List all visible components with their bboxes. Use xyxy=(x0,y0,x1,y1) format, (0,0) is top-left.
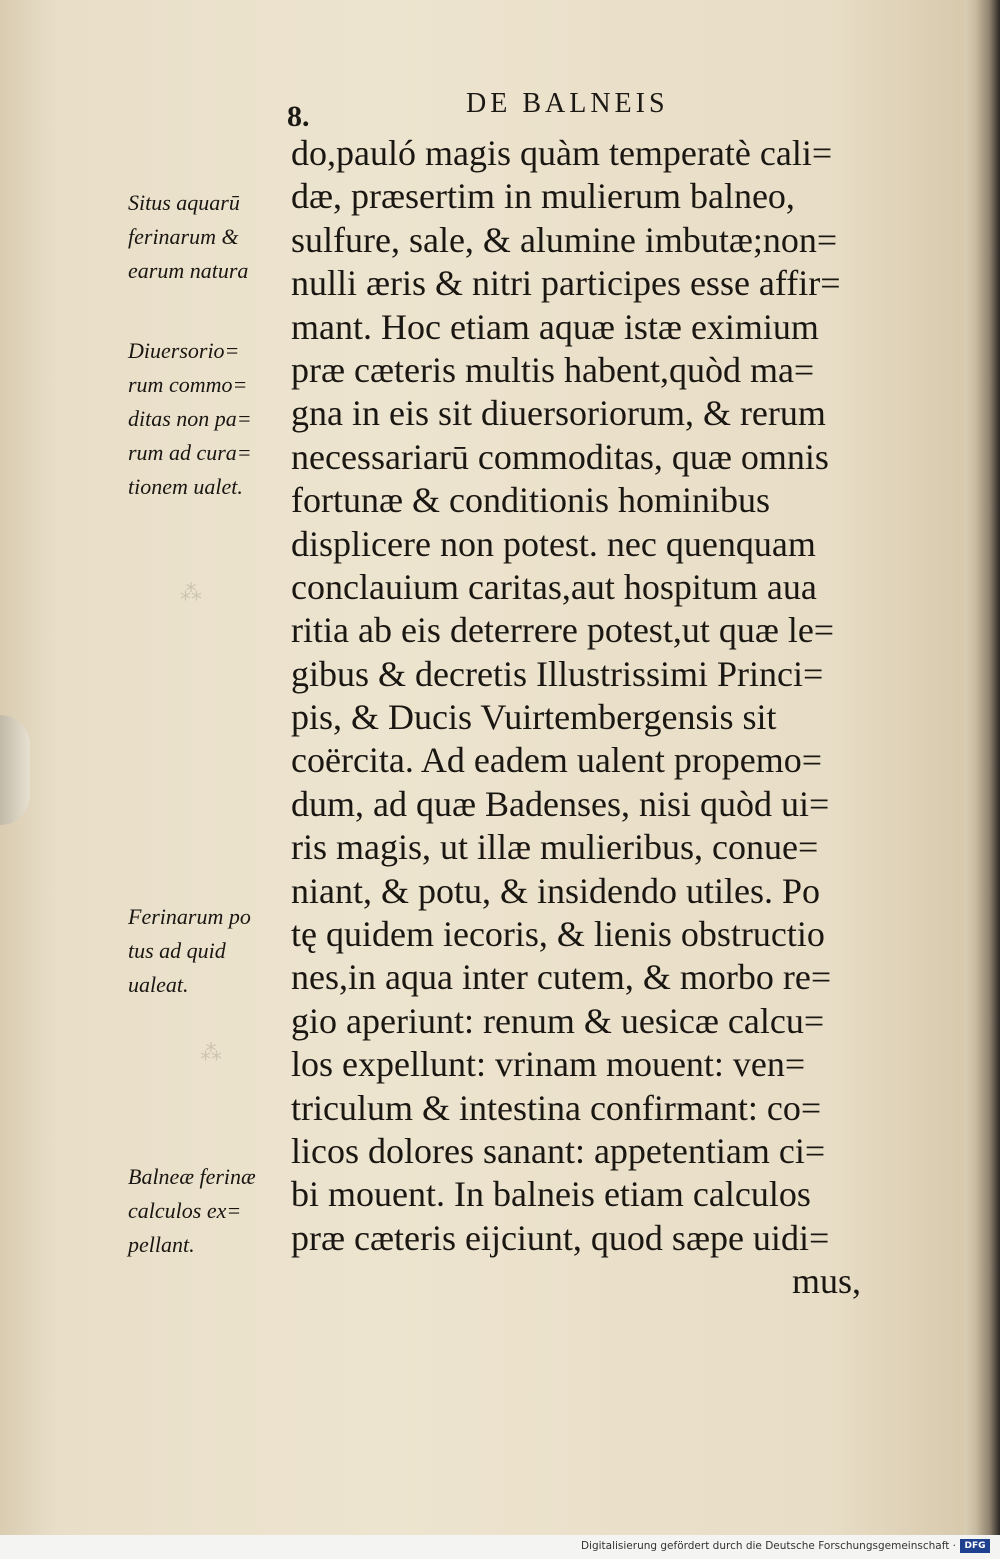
page-fore-edge xyxy=(965,0,1000,1535)
margin-note-line: calculos ex= xyxy=(128,1198,242,1223)
margin-note-line: ferinarum & xyxy=(128,224,239,249)
margin-note-situs xyxy=(128,186,248,288)
margin-note-line: ualeat. xyxy=(128,972,189,997)
text-line: sulfure, sale, & alumine imbutæ;non= xyxy=(291,219,838,260)
catchword-line: mus, xyxy=(791,1261,861,1302)
text-line: coërcita. Ad eadem ualent propemo= xyxy=(291,740,823,781)
text-line: præ cæteris multis habent,quòd ma= xyxy=(291,349,815,390)
text-line: nes,in aqua inter cutem, & morbo re= xyxy=(291,957,832,998)
margin-note-line: tus ad quid xyxy=(128,938,226,963)
funding-credit: Digitalisierung gefördert durch die Deutsche Forschungsgemeinschaft · xyxy=(580,1540,956,1552)
text-line: conclauium caritas,aut hospitum aua xyxy=(291,566,817,607)
text-line: tę quidem iecoris, & lienis obstructio xyxy=(291,914,825,955)
text-line: nulli æris & nitri participes esse affir= xyxy=(291,263,841,304)
text-line: do,pauló magis quàm temperatè cali= xyxy=(291,133,833,173)
margin-note-line: rum ad cura= xyxy=(128,440,252,465)
text-line: ris magis, ut illæ mulieribus, conue= xyxy=(291,827,819,868)
show-through-mark: ⁂ xyxy=(180,580,202,605)
text-line: gibus & decretis Illustrissimi Princi= xyxy=(291,653,824,694)
margin-note-line: rum commo= xyxy=(128,372,248,397)
margin-note-line: ditas non pa= xyxy=(128,406,252,431)
text-line: pis, & Ducis Vuirtembergensis sit xyxy=(291,697,777,738)
text-line: dæ, præsertim in mulierum balneo, xyxy=(291,176,795,217)
show-through-mark: ⁂ xyxy=(200,1040,222,1065)
text-line: mant. Hoc etiam aquæ istæ eximium xyxy=(291,306,819,347)
margin-note-line: tionem ualet. xyxy=(128,474,243,499)
text-line: dum, ad quæ Badenses, nisi quòd ui= xyxy=(291,783,830,824)
margin-note-line: pellant. xyxy=(128,1232,195,1257)
margin-note-balneae xyxy=(128,1160,256,1262)
text-line: bi mouent. In balneis etiam calculos xyxy=(291,1174,811,1215)
margin-note-line: Ferinarum po xyxy=(128,904,251,929)
text-line: ritia ab eis deterrere potest,ut quæ le= xyxy=(291,610,835,651)
text-line: gio aperiunt: renum & uesicæ calcu= xyxy=(291,1000,825,1041)
margin-note-ferinarum-potus xyxy=(128,900,251,1002)
margin-note-diuersoriorum xyxy=(128,334,252,504)
text-line: los expellunt: vrinam mouent: ven= xyxy=(291,1044,806,1085)
text-line: licos dolores sanant: appetentiam ci= xyxy=(291,1130,826,1171)
margin-note-line: Balneæ ferinæ xyxy=(128,1164,256,1189)
page-clip xyxy=(0,715,30,825)
text-line: triculum & intestina confirmant: co= xyxy=(291,1087,822,1128)
margin-note-line: earum natura xyxy=(128,258,249,283)
text-line: niant, & potu, & insidendo utiles. Po xyxy=(291,870,820,911)
running-head: DE BALNEIS xyxy=(466,88,669,119)
margin-note-line: Diuersorio= xyxy=(128,338,240,363)
text-line: necessariarū commoditas, quæ omnis xyxy=(291,436,829,477)
main-text-block xyxy=(291,132,901,1304)
page-number: 8. xyxy=(287,100,310,133)
text-line: gna in eis sit diuersoriorum, & rerum xyxy=(291,393,826,434)
text-line: fortunæ & conditionis hominibus xyxy=(291,480,771,521)
text-line: præ cæteris eijciunt, quod sæpe uidi= xyxy=(291,1217,830,1258)
margin-note-line: Situs aquarū xyxy=(128,190,240,215)
dfg-logo: DFG xyxy=(960,1539,990,1553)
text-line: displicere non potest. nec quenquam xyxy=(291,523,816,564)
